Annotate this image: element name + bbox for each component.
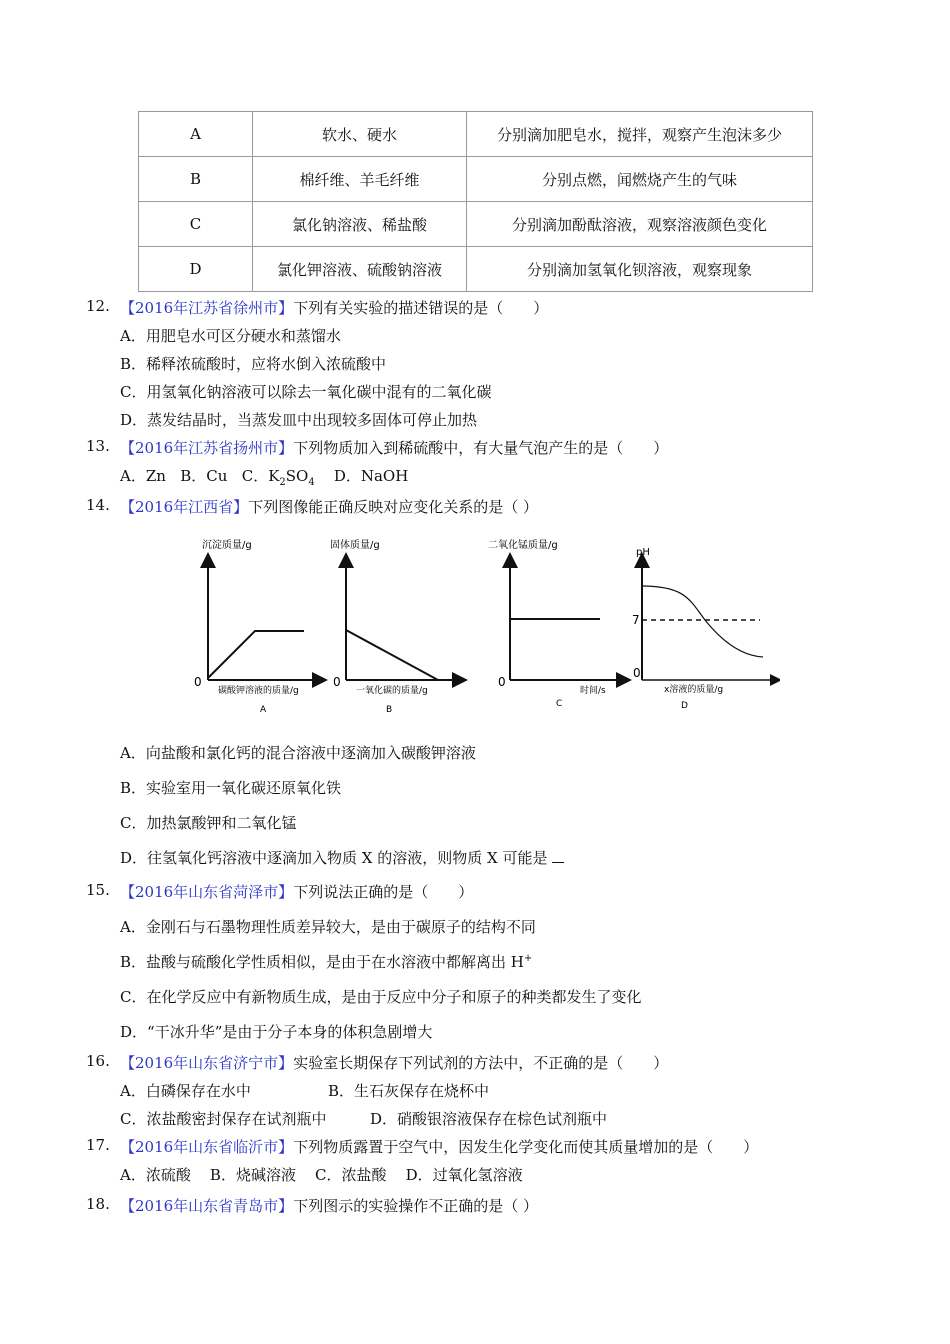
option-a: A．白磷保存在水中 (120, 1082, 251, 1100)
row-method: 分别滴加氢氧化钡溶液，观察现象 (467, 247, 813, 292)
option-d: D．过氧化氢溶液 (405, 1166, 523, 1184)
question-number: 18. (86, 1195, 110, 1213)
question-source: 【2016年江苏省扬州市】 (120, 439, 294, 457)
option-c: C．浓盐酸 (315, 1166, 387, 1184)
row-id: D (139, 247, 253, 292)
question-source: 【2016年江苏省徐州市】 (120, 299, 294, 317)
option-d: D．“干冰升华”是由于分子本身的体积急剧增大 (120, 1023, 433, 1041)
question-number: 14. (86, 496, 110, 514)
option-c: C．浓盐酸密封保存在试剂瓶中 (120, 1110, 327, 1128)
graph-d (632, 547, 776, 711)
option-d: D．往氢氧化钙溶液中逐滴加入物质 X 的溶液，则物质 X 可能是 (120, 847, 564, 868)
table-row (139, 157, 813, 202)
row-id: A (139, 112, 253, 157)
graphs-figure (180, 530, 780, 720)
graph-a-xlabel: 碳酸钾溶液的质量/g (218, 686, 299, 696)
graph-d-curve (642, 586, 763, 657)
question-source: 【2016年山东省临沂市】 (120, 1138, 294, 1156)
question-stem (120, 1052, 668, 1073)
graph-a-ylabel: 沉淀质量/g (202, 540, 252, 551)
graph-b (330, 538, 460, 715)
stem-text: 下列图示的实验操作不正确的是（ ） (293, 1197, 538, 1215)
stem-text: 下列说法正确的是（ ） (293, 883, 474, 901)
option-b: B．盐酸与硫酸化学性质相似，是由于在水溶液中都解离出 H+ (120, 953, 533, 971)
option-b: B．烧碱溶液 (209, 1166, 296, 1184)
row-method: 分别滴加酚酞溶液，观察溶液颜色变化 (467, 202, 813, 247)
option-c: C．加热氯酸钾和二氧化锰 (120, 814, 297, 832)
question-stem (120, 437, 668, 458)
graph-b-curve (346, 630, 438, 680)
graph-c-ylabel: 二氧化锰质量/g (488, 540, 558, 551)
graph-d-caption: D (681, 701, 688, 711)
question-number: 12. (86, 297, 110, 315)
question-source: 【2016年山东省青岛市】 (120, 1197, 294, 1215)
row-method: 分别点燃，闻燃烧产生的气味 (467, 157, 813, 202)
row-id: C (139, 202, 253, 247)
option-b: B．Cu (180, 467, 228, 485)
table-row (139, 202, 813, 247)
table-row (139, 247, 813, 292)
graph-c (488, 538, 624, 709)
graph-b-xlabel: 一氧化碳的质量/g (356, 686, 428, 696)
options-line (120, 1164, 523, 1185)
question-number: 15. (86, 881, 110, 899)
option-b: B．生石灰保存在烧杯中 (328, 1082, 490, 1100)
option-a: A．Zn (120, 467, 166, 485)
question-source: 【2016年江西省】 (120, 498, 249, 516)
question-stem (120, 297, 548, 318)
graph-a-origin: 0 (194, 675, 202, 689)
option-a: A．用肥皂水可区分硬水和蒸馏水 (120, 327, 341, 345)
question-stem (120, 1136, 758, 1157)
row-method: 分别滴加肥皂水，搅拌，观察产生泡沫多少 (467, 112, 813, 157)
row-substances: 氯化钾溶液、硫酸钠溶液 (253, 247, 467, 292)
row-substances: 氯化钠溶液、稀盐酸 (253, 202, 467, 247)
graph-d-ylabel: pH (636, 547, 650, 558)
row-id: B (139, 157, 253, 202)
option-a: A．向盐酸和氯化钙的混合溶液中逐滴加入碳酸钾溶液 (120, 744, 476, 762)
option-c: C．在化学反应中有新物质生成，是由于反应中分子和原子的种类都发生了变化 (120, 988, 642, 1006)
question-source: 【2016年山东省济宁市】 (120, 1054, 294, 1072)
stem-text: 下列图像能正确反映对应变化关系的是（ ） (248, 498, 538, 516)
answer-blank (552, 848, 564, 863)
option-a: A．浓硫酸 (120, 1166, 191, 1184)
option-b: B．稀释浓硫酸时，应将水倒入浓硫酸中 (120, 355, 387, 373)
option-b: B．实验室用一氧化碳还原氧化铁 (120, 779, 342, 797)
option-d: D．硝酸银溶液保存在棕色试剂瓶中 (370, 1110, 608, 1128)
graph-b-caption: B (386, 705, 393, 715)
question-stem (120, 1195, 538, 1216)
graph-c-caption: C (556, 699, 563, 709)
row-substances: 棉纤维、羊毛纤维 (253, 157, 467, 202)
row-substances: 软水、硬水 (253, 112, 467, 157)
graph-a-caption: A (260, 705, 267, 715)
question-number: 17. (86, 1136, 110, 1154)
question-number: 16. (86, 1052, 110, 1070)
graph-b-origin: 0 (333, 675, 341, 689)
option-d: D．NaOH (333, 467, 409, 485)
stem-text: 下列物质露置于空气中，因发生化学变化而使其质量增加的是（ ） (293, 1138, 759, 1156)
options-table (138, 111, 813, 292)
stem-text: 下列物质加入到稀硫酸中，有大量气泡产生的是（ ） (293, 439, 669, 457)
options-line (120, 465, 408, 488)
option-c: C．用氢氧化钠溶液可以除去一氧化碳中混有的二氧化碳 (120, 383, 492, 401)
graph-d-origin: 0 (633, 666, 641, 680)
graph-c-origin: 0 (498, 675, 506, 689)
graph-b-ylabel: 固体质量/g (330, 540, 380, 551)
graph-a (194, 538, 320, 715)
question-stem (120, 496, 538, 517)
graph-d-xlabel: x溶液的质量/g (664, 685, 724, 695)
table-row (139, 112, 813, 157)
option-c: C．$K_2SO_4$ (241, 467, 315, 488)
graph-c-xlabel: 时间/s (580, 686, 606, 696)
graph-d-tick: 7 (632, 613, 640, 627)
graph-a-curve (208, 631, 304, 678)
question-number: 13. (86, 437, 110, 455)
option-d: D．蒸发结晶时，当蒸发皿中出现较多固体可停止加热 (120, 411, 478, 429)
question-source: 【2016年山东省菏泽市】 (120, 883, 294, 901)
option-a: A．金刚石与石墨物理性质差异较大，是由于碳原子的结构不同 (120, 918, 536, 936)
stem-text: 下列有关实验的描述错误的是（ ） (293, 299, 549, 317)
question-stem (120, 881, 473, 902)
stem-text: 实验室长期保存下列试剂的方法中，不正确的是（ ） (293, 1054, 669, 1072)
